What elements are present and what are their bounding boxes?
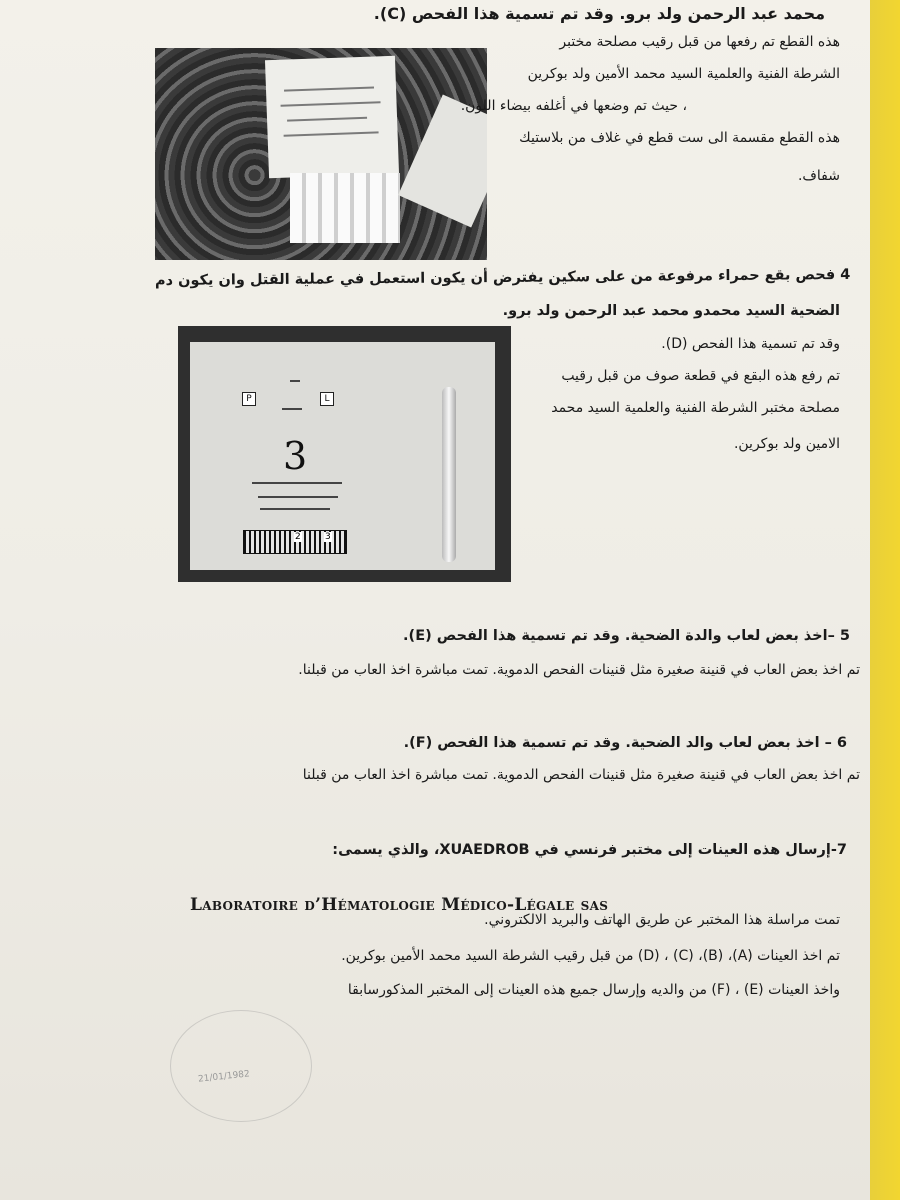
section3-line-3: ، حيث تم وضعها في أغلفه بيضاء اللون. <box>460 98 687 114</box>
evidence-number: 3 <box>283 434 308 478</box>
section5-body: تم اخذ بعض العاب في قنينة صغيرة مثل قنينات الفحص الدموية. تمت مباشرة اخذ العاب من قبلنا. <box>298 662 860 678</box>
section3-top-line: محمد عبد الرحمن ولد برو. وقد تم تسمية هذا الفحص (C). <box>373 4 825 23</box>
lab-name: Laboratoire d’Hématologie Médico-Légale sas <box>190 895 609 915</box>
evidence-card <box>190 342 495 570</box>
tag-p: P <box>242 392 256 406</box>
section4-line-1: وقد تم تسمية هذا الفحص (D). <box>661 336 840 352</box>
yellow-background-edge <box>870 0 900 1200</box>
section6-title: 6 – اخذ بعض لعاب والد الضحية. وقد تم تسمية هذا الفحص (F). <box>403 735 847 751</box>
section3-line-1: هذه القطع تم رفعها من قبل رقيب مصلحة مختبر <box>559 34 840 50</box>
section7-line-3: واخذ العينات (E) ، (F) من والديه وإرسال جميع هذه العينات إلى المختبر المذكورسابقا <box>347 982 840 998</box>
section3-line-4: هذه القطع مقسمة الى ست قطع في غلاف من بلاستيك <box>519 130 840 146</box>
section4-line-2: تم رفع هذه البقع في قطعة صوف من قبل رقيب <box>561 368 840 384</box>
tag-l: L <box>320 392 334 406</box>
section6-body: تم اخذ بعض العاب في قنينة صغيرة مثل قنينات الفحص الدموية. تمت مباشرة اخذ العاب من قبلنا <box>302 767 860 783</box>
scale-ruler <box>243 530 347 554</box>
section4-title-line-2: الضحية السيد محمدو محمد عبد الرحمن ولد برو. <box>502 303 840 319</box>
section3-line-5: شفاف. <box>797 168 840 184</box>
section4-line-4: الامين ولد بوكرين. <box>733 436 840 452</box>
section4-line-3: مصلحة مختبر الشرطة الفنية والعلمية السيد محمد <box>551 400 840 416</box>
photo-envelope <box>398 94 487 227</box>
section4-title-line-1: 4 فحص بقع حمراء مرفوعة من على سكين يفترض أن يكون استعمل في عملية القتل وان يكون دم <box>154 266 851 290</box>
swab-tube <box>442 387 456 562</box>
section3-line-2: الشرطة الفنية والعلمية السيد محمد الأمين ولد بوكرين <box>527 66 840 82</box>
photo-label-paper <box>265 56 399 178</box>
stamp-text: 21/01/1982 <box>197 1069 251 1085</box>
ruler-mark-3: 3 <box>325 532 331 542</box>
section7-line-2: تم اخذ العينات (A)، (B)، (C) ، (D) من قبل رقيب الشرطة السيد محمد الأمين بوكرين. <box>341 948 840 964</box>
photo-plastic-bag <box>290 173 400 243</box>
faint-stamp <box>170 1010 312 1122</box>
evidence-photo-card <box>178 326 511 582</box>
ruler-mark-2: 2 <box>295 532 301 542</box>
section7-line-1: تمت مراسلة هذا المختبر عن طريق الهاتف والبريد الالكتروني. <box>484 912 840 928</box>
section7-title: 7-إرسال هذه العينات إلى مختبر فرنسي في XUAEDROB، والذي يسمى: <box>332 842 847 858</box>
section5-title: 5 –اخذ بعض لعاب والدة الضحية. وقد تم تسمية هذا الفحص (E). <box>403 628 850 644</box>
evidence-photo-cloth <box>155 48 487 260</box>
